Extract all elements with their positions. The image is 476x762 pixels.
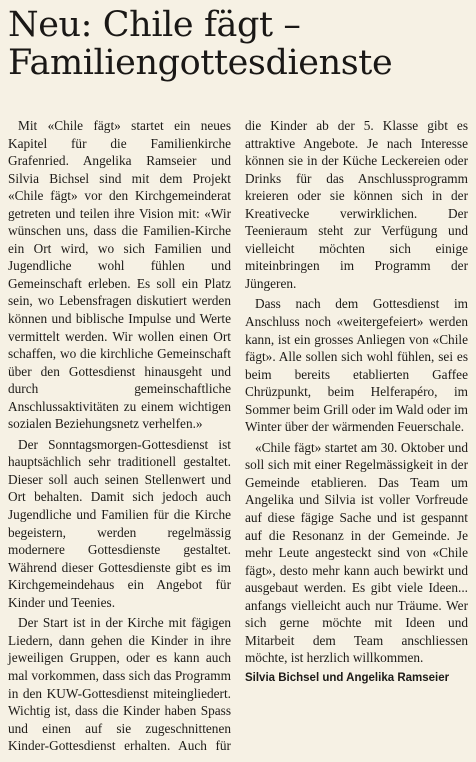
article-body [8,117,468,757]
paragraph-5: «Chile fägt» startet am 30. Oktober und soll sich mit einer Regelmässigkeit in der Gemeinde etablieren. Das Team um Angelika und Silvia ist voller Vorfreude auf diese fägige Sache und ist gespannt auf die Resonanz in der Gemeinde. Je mehr Leute angesteckt sind von «Chile fägt», desto mehr kann auch bewirkt und ausgebaut werden. Es gibt viele Ideen... anfangs vielleicht auch nur Träume. Wer sich gerne möchte mit Ideen und Mitarbeit dem Team anschliessen möchte, ist herzlich willkommen. [245,439,468,666]
headline-line-2: Familiengottesdienste [8,43,393,83]
paragraph-2: Der Sonntagsmorgen-Gottesdienst ist hauptsächlich sehr traditionell gestaltet. Dieser soll auch seinen Stellenwert und Ort behalten. Damit sich jedoch auch Jugendliche und Familien für die Kirche begeistern, werden regelmässig modernere Gottesdienste gestaltet. Während dieser Gottesdienste gibt es im Kirchgemeindehaus ein Angebot für Kinder und Teenies. [8,436,231,610]
paragraph-4: Dass nach dem Gottesdienst im Anschluss noch «weitergefeiert» werden kann, ist ein grosses Anliegen von «Chile fägt». Alle sollen sich wohl fühlen, sei es beim bereits etablierten Gaffee Chrüzpunkt, beim Helferapéro, im Sommer beim Grill oder im Wald oder im Winter über der wärmenden Feuerschale. [245,296,468,435]
paragraph-1: Mit «Chile fägt» startet ein neues Kapitel für die Familienkirche Grafenried. Angelika Ramseier und Silvia Bichsel sind mit dem Projekt «Chile fägt» vor den Kirchgemeinderat getreten und teilen ihre Vision mit: «Wir wünschen uns, dass die Familien-Kirche ein Ort wird, wo sich Familien und Jugendliche wohl fühlen und Gemeinschaft erleben. Es soll ein Platz sein, wo Lebensfragen diskutiert werden können und biblische Impulse und Werte vermittelt werden. Wir wollen einen Ort schaffen, wo die kirchliche Gemeinschaft über den Gottesdienst hinausgeht und durch gemeinschaftliche Anschlussaktivitäten zu einem wichtigen sozialen Beziehungsnetz verhelfen.» [8,118,231,432]
headline-line-1: Neu: Chile fägt – [8,5,301,45]
article-headline [8,6,468,82]
author-signature: Silvia Bichsel und Angelika Ramseier [245,671,450,684]
paragraph-3: Der Start ist in der Kirche mit fägigen Liedern, dann gehen die Kinder in ihre jeweiligen Gruppen, oder es kann auch mal vorkommen, dass sich das Programm in den KUW-Gottesdienst miteingliedert. Wichtig ist, dass die Kinder haben Spass und einen auf sie zugeschnittenen Kinder-Gottesdienst erhalten. Auch für die Kinder ab der 5. Klasse gibt es attraktive Angebote. Je nach Interesse können sie in der Küche Leckereien oder Drinks für das Anschlussprogramm kreieren oder sie können sich in der Kreativecke verwirklichen. Der Teenieraum steht zur Verfügung und vielleicht möchten sich einige miteinbringen im Programm der Jüngeren. [8,118,468,754]
